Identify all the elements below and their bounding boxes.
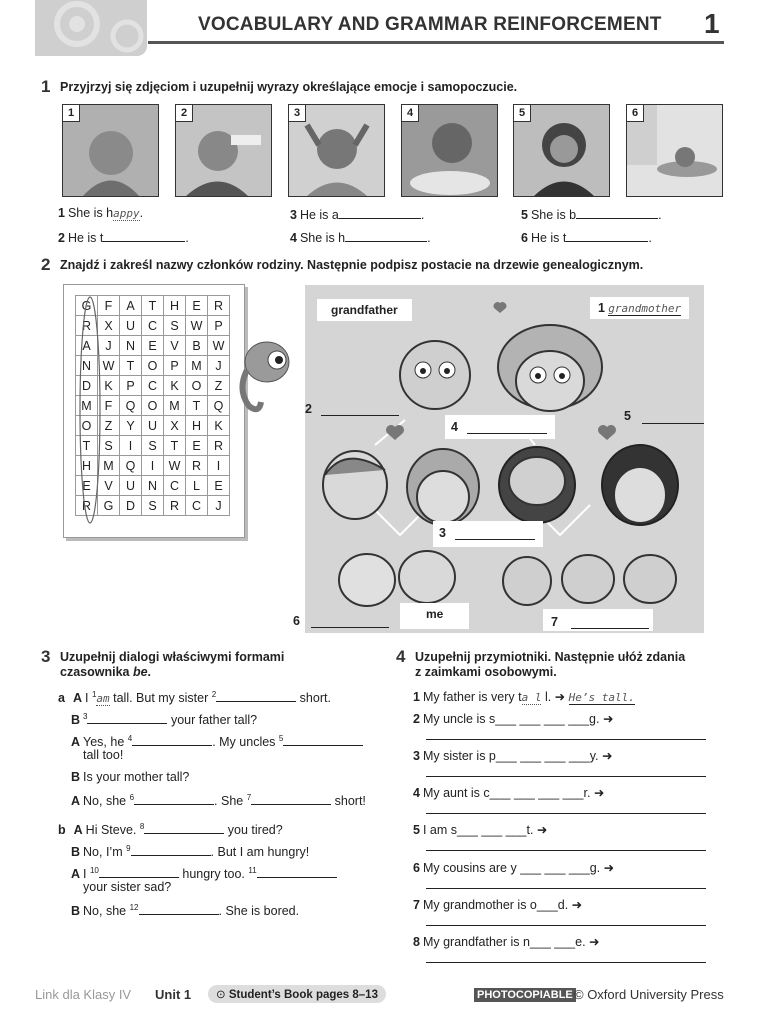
wordsearch-cell[interactable]: R <box>164 496 186 516</box>
handwritten-answer: appy <box>113 207 140 220</box>
ex1-item-2: 2 He is t . <box>58 231 189 245</box>
ex1-item-5: 5 She is b . <box>521 208 662 222</box>
exercise-4-instruction-2: z zaimkami osobowymi. <box>415 665 557 679</box>
wordsearch-cell[interactable]: M <box>76 396 98 416</box>
photocopiable-badge: PHOTOCOPIABLE <box>474 988 576 1002</box>
wordsearch-cell[interactable]: I <box>142 456 164 476</box>
page-title: VOCABULARY AND GRAMMAR REINFORCEMENT <box>198 14 662 35</box>
grandfather-label: grandfather <box>317 299 412 321</box>
exercise-1-number: 1 <box>41 77 51 96</box>
wordsearch-cell[interactable]: E <box>186 296 208 316</box>
family-tree <box>293 285 704 633</box>
answer-blank[interactable] <box>283 733 363 746</box>
wordsearch-cell[interactable]: P <box>164 356 186 376</box>
wordsearch-cell[interactable]: X <box>164 416 186 436</box>
photo-number: 4 <box>402 105 419 122</box>
wordsearch-cell[interactable]: K <box>208 416 230 436</box>
wordsearch-cell[interactable]: X <box>98 316 120 336</box>
photo-number: 6 <box>627 105 644 122</box>
wordsearch-cell[interactable]: S <box>98 436 120 456</box>
ex1-item-1: 1 She is happy. <box>58 206 144 220</box>
photo-2 <box>175 104 272 197</box>
wordsearch-cell[interactable]: N <box>76 356 98 376</box>
header-rule <box>148 41 724 44</box>
dialogue-a-line-5: A No, she $^6$ . She $^7$ short! <box>71 792 366 808</box>
wordsearch-cell[interactable]: D <box>120 496 142 516</box>
exercise-1-instruction: Przyjrzyj się zdjęciom i uzupełnij wyrazy określające emocje i samopoczucie. <box>60 80 518 94</box>
ex1-item-6: 6 He is t . <box>521 231 652 245</box>
answer-blank[interactable] <box>144 821 224 834</box>
exercise-4-instruction-1: Uzupełnij przymiotniki. Następnie ułóż zdania <box>415 650 686 664</box>
ex4-item-6: 6 My cousins are y ___ ___ ___g. ➜ <box>413 861 615 875</box>
wordsearch-cell[interactable]: V <box>98 476 120 496</box>
wordsearch-cell[interactable]: G <box>76 296 98 316</box>
ex4-item-2: 2 My uncle is s___ ___ ___ ___g. ➜ <box>413 712 614 726</box>
handwritten-answer: He’s tall. <box>568 691 635 704</box>
wordsearch-cell[interactable]: R <box>186 456 208 476</box>
wordsearch-cell[interactable]: E <box>142 336 164 356</box>
me-label: me <box>400 603 469 629</box>
wordsearch-cell[interactable]: J <box>208 496 230 516</box>
dialogue-a-line-3b: tall too! <box>83 748 124 762</box>
wordsearch-cell[interactable]: M <box>186 356 208 376</box>
answer-line[interactable] <box>426 850 706 851</box>
wordsearch-cell[interactable]: M <box>164 396 186 416</box>
exercise-4-number: 4 <box>396 647 406 666</box>
label-6: 6 <box>293 608 393 630</box>
photo-5 <box>513 104 610 197</box>
photo-number: 1 <box>63 105 80 122</box>
answer-line[interactable] <box>426 962 706 963</box>
unit-label: Unit 1 <box>155 987 192 1002</box>
wordsearch-cell[interactable]: T <box>164 436 186 456</box>
answer-blank[interactable] <box>339 206 421 219</box>
label-7: 7 <box>543 609 653 631</box>
exercise-2-number: 2 <box>41 255 51 274</box>
ex1-item-3: 3 He is a . <box>290 208 425 222</box>
wordsearch-cell[interactable]: I <box>208 456 230 476</box>
wordsearch-cell[interactable]: R <box>208 436 230 456</box>
heart-icon <box>494 302 507 313</box>
answer-blank[interactable] <box>455 539 535 540</box>
label-4: 4 <box>445 415 555 439</box>
handwritten-letters: a l <box>521 691 542 704</box>
exercise-3-instruction-2: czasownika be. <box>60 665 152 679</box>
answer-line[interactable] <box>426 739 706 740</box>
wordsearch-cell[interactable]: S <box>142 496 164 516</box>
heart-icon <box>598 425 616 440</box>
photo-1 <box>62 104 159 197</box>
answer-blank[interactable] <box>139 902 219 915</box>
wordsearch-cell[interactable]: T <box>186 396 208 416</box>
wordsearch-cell[interactable]: Y <box>120 416 142 436</box>
wordsearch-cell[interactable]: U <box>142 416 164 436</box>
wordsearch-cell[interactable]: L <box>186 476 208 496</box>
answer-line[interactable] <box>426 813 706 814</box>
wordsearch-cell[interactable]: Z <box>208 376 230 396</box>
publisher: © Oxford University Press <box>574 987 724 1002</box>
answer-blank[interactable] <box>576 206 658 219</box>
ex4-item-1: 1 My father is very ta l l. ➜ He’s tall. <box>413 690 635 704</box>
wordsearch-cell[interactable]: Q <box>208 396 230 416</box>
wordsearch-cell[interactable]: C <box>164 476 186 496</box>
photo-3 <box>288 104 385 197</box>
wordsearch-cell[interactable]: O <box>142 396 164 416</box>
answer-blank[interactable] <box>216 689 296 702</box>
answer-blank[interactable] <box>467 433 547 434</box>
wordsearch-cell[interactable]: P <box>208 316 230 336</box>
answer-blank[interactable] <box>566 229 648 242</box>
chameleon-image <box>237 330 292 420</box>
answer-blank[interactable] <box>345 229 427 242</box>
answer-blank[interactable] <box>87 711 167 724</box>
answer-blank[interactable] <box>131 843 211 856</box>
wordsearch-cell[interactable]: I <box>120 436 142 456</box>
wordsearch-cell[interactable]: F <box>98 396 120 416</box>
wordsearch-cell[interactable]: N <box>120 336 142 356</box>
wordsearch-cell[interactable]: H <box>186 416 208 436</box>
wordsearch-cell[interactable]: H <box>76 456 98 476</box>
dialogue-b-line-4: B No, she $^{12}$ . She is bored. <box>71 902 300 918</box>
photo-number: 2 <box>176 105 193 122</box>
ex1-item-4: 4 She is h . <box>290 231 431 245</box>
wordsearch-cell[interactable]: C <box>142 376 164 396</box>
answer-blank[interactable] <box>257 865 337 878</box>
label-5: 5 <box>618 403 704 429</box>
dialogue-a-line-1: a A I $^1$am tall. But my sister $^2$ short. <box>58 689 331 705</box>
wordsearch-cell[interactable]: W <box>186 316 208 336</box>
wordsearch-cell[interactable]: O <box>186 376 208 396</box>
circled-word-oval <box>78 295 104 525</box>
eye-icon: ⊙ <box>216 989 226 1001</box>
label-2: 2 <box>305 397 405 423</box>
photo-4 <box>401 104 498 197</box>
wordsearch-cell[interactable]: O <box>76 416 98 436</box>
ex4-item-7: 7 My grandmother is o___d. ➜ <box>413 898 583 912</box>
course-name: Link dla Klasy IV <box>35 987 132 1002</box>
exercise-2-instruction: Znajdź i zakreśl nazwy członków rodziny. Następnie podpisz postacie na drzewie genealogicznym. <box>60 258 644 272</box>
wordsearch-cell[interactable]: G <box>98 496 120 516</box>
wordsearch-cell[interactable]: N <box>142 476 164 496</box>
wordsearch-grid <box>63 284 245 538</box>
exercise-3-number: 3 <box>41 647 51 666</box>
wordsearch-cell[interactable]: B <box>186 336 208 356</box>
wordsearch-cell[interactable]: J <box>208 356 230 376</box>
wordsearch-cell[interactable]: W <box>164 456 186 476</box>
wordsearch-cell[interactable]: Z <box>98 416 120 436</box>
photo-number: 5 <box>514 105 531 122</box>
ex4-item-4: 4 My aunt is c___ ___ ___ ___r. ➜ <box>413 786 605 800</box>
wordsearch-cell[interactable]: Q <box>120 396 142 416</box>
wordsearch-cell[interactable]: T <box>120 356 142 376</box>
wordsearch-cell[interactable]: C <box>142 316 164 336</box>
wordsearch-cell[interactable]: F <box>98 296 120 316</box>
answer-blank[interactable] <box>132 733 212 746</box>
wordsearch-cell[interactable]: W <box>208 336 230 356</box>
dialogue-a-line-2: B $^3$ your father tall? <box>71 711 258 727</box>
handwritten-answer: am <box>96 692 110 705</box>
heart-icon <box>386 425 404 440</box>
answer-blank[interactable] <box>103 229 185 242</box>
ex4-item-8: 8 My grandfather is n___ ___e. ➜ <box>413 935 600 949</box>
wordsearch-cell[interactable]: P <box>120 376 142 396</box>
wordsearch-cell[interactable]: E <box>186 436 208 456</box>
answer-blank[interactable] <box>642 423 704 424</box>
wordsearch-cell[interactable]: D <box>76 376 98 396</box>
photo-number: 3 <box>289 105 306 122</box>
answer-line[interactable] <box>426 888 706 889</box>
wordsearch-cell[interactable]: E <box>76 476 98 496</box>
family-tree-drawing <box>305 285 704 633</box>
ex4-item-3: 3 My sister is p___ ___ ___ ___y. ➜ <box>413 749 613 763</box>
answer-blank[interactable] <box>321 415 399 416</box>
label-3: 3 <box>433 521 543 547</box>
wordsearch-cell[interactable]: U <box>120 316 142 336</box>
wordsearch-cell[interactable]: W <box>98 356 120 376</box>
wordsearch-cell[interactable]: U <box>120 476 142 496</box>
sb-pages-badge: ⊙ Student’s Book pages 8–13 <box>208 985 386 1003</box>
dialogue-a-line-3: A Yes, he $^4$ . My uncles $^5$ <box>71 733 363 749</box>
wordsearch-cell[interactable]: R <box>208 296 230 316</box>
wordsearch-cell[interactable]: O <box>142 356 164 376</box>
photo-6 <box>626 104 723 197</box>
dialogue-b-line-1: b A Hi Steve. $^8$ you tired? <box>58 821 283 837</box>
answer-blank[interactable] <box>134 792 214 805</box>
wordsearch-cell[interactable]: T <box>142 296 164 316</box>
answer-blank[interactable] <box>251 792 331 805</box>
wordsearch-cell[interactable]: C <box>186 496 208 516</box>
unit-number: 1 <box>704 8 720 39</box>
ex4-item-5: 5 I am s___ ___ ___t. ➜ <box>413 823 548 837</box>
wordsearch-cell[interactable]: S <box>142 436 164 456</box>
wordsearch-cell[interactable]: A <box>120 296 142 316</box>
wordsearch-cell[interactable]: A <box>76 336 98 356</box>
answer-line[interactable] <box>426 776 706 777</box>
answer-blank[interactable] <box>311 627 389 628</box>
wordsearch-cell[interactable]: Q <box>120 456 142 476</box>
wordsearch-cell[interactable]: S <box>164 316 186 336</box>
gear-icon <box>35 0 147 56</box>
wordsearch-cell[interactable]: M <box>98 456 120 476</box>
header-tab <box>35 0 147 56</box>
wordsearch-cell[interactable]: J <box>98 336 120 356</box>
wordsearch-cell[interactable]: H <box>164 296 186 316</box>
wordsearch-cell[interactable]: K <box>164 376 186 396</box>
handwritten-answer: grandmother <box>608 302 682 315</box>
wordsearch-cell[interactable]: R <box>76 316 98 336</box>
answer-blank[interactable] <box>99 865 179 878</box>
wordsearch-cell[interactable]: E <box>208 476 230 496</box>
dialogue-b-line-2: B No, I’m $^9$ . But I am hungry! <box>71 843 310 859</box>
dialogue-b-line-3: A I $^{10}$ hungry too. $^{11}$ <box>71 865 337 881</box>
answer-blank[interactable] <box>571 628 649 629</box>
label-1: 1 grandmother <box>590 297 689 319</box>
wordsearch-cell[interactable]: T <box>76 436 98 456</box>
wordsearch-cell[interactable]: V <box>164 336 186 356</box>
answer-line[interactable] <box>426 925 706 926</box>
dialogue-b-line-3b: your sister sad? <box>83 880 172 894</box>
wordsearch-cell[interactable]: R <box>76 496 98 516</box>
dialogue-a-line-4: B Is your mother tall? <box>71 770 190 784</box>
wordsearch-cell[interactable]: K <box>98 376 120 396</box>
exercise-3-instruction-1: Uzupełnij dialogi właściwymi formami <box>60 650 285 664</box>
